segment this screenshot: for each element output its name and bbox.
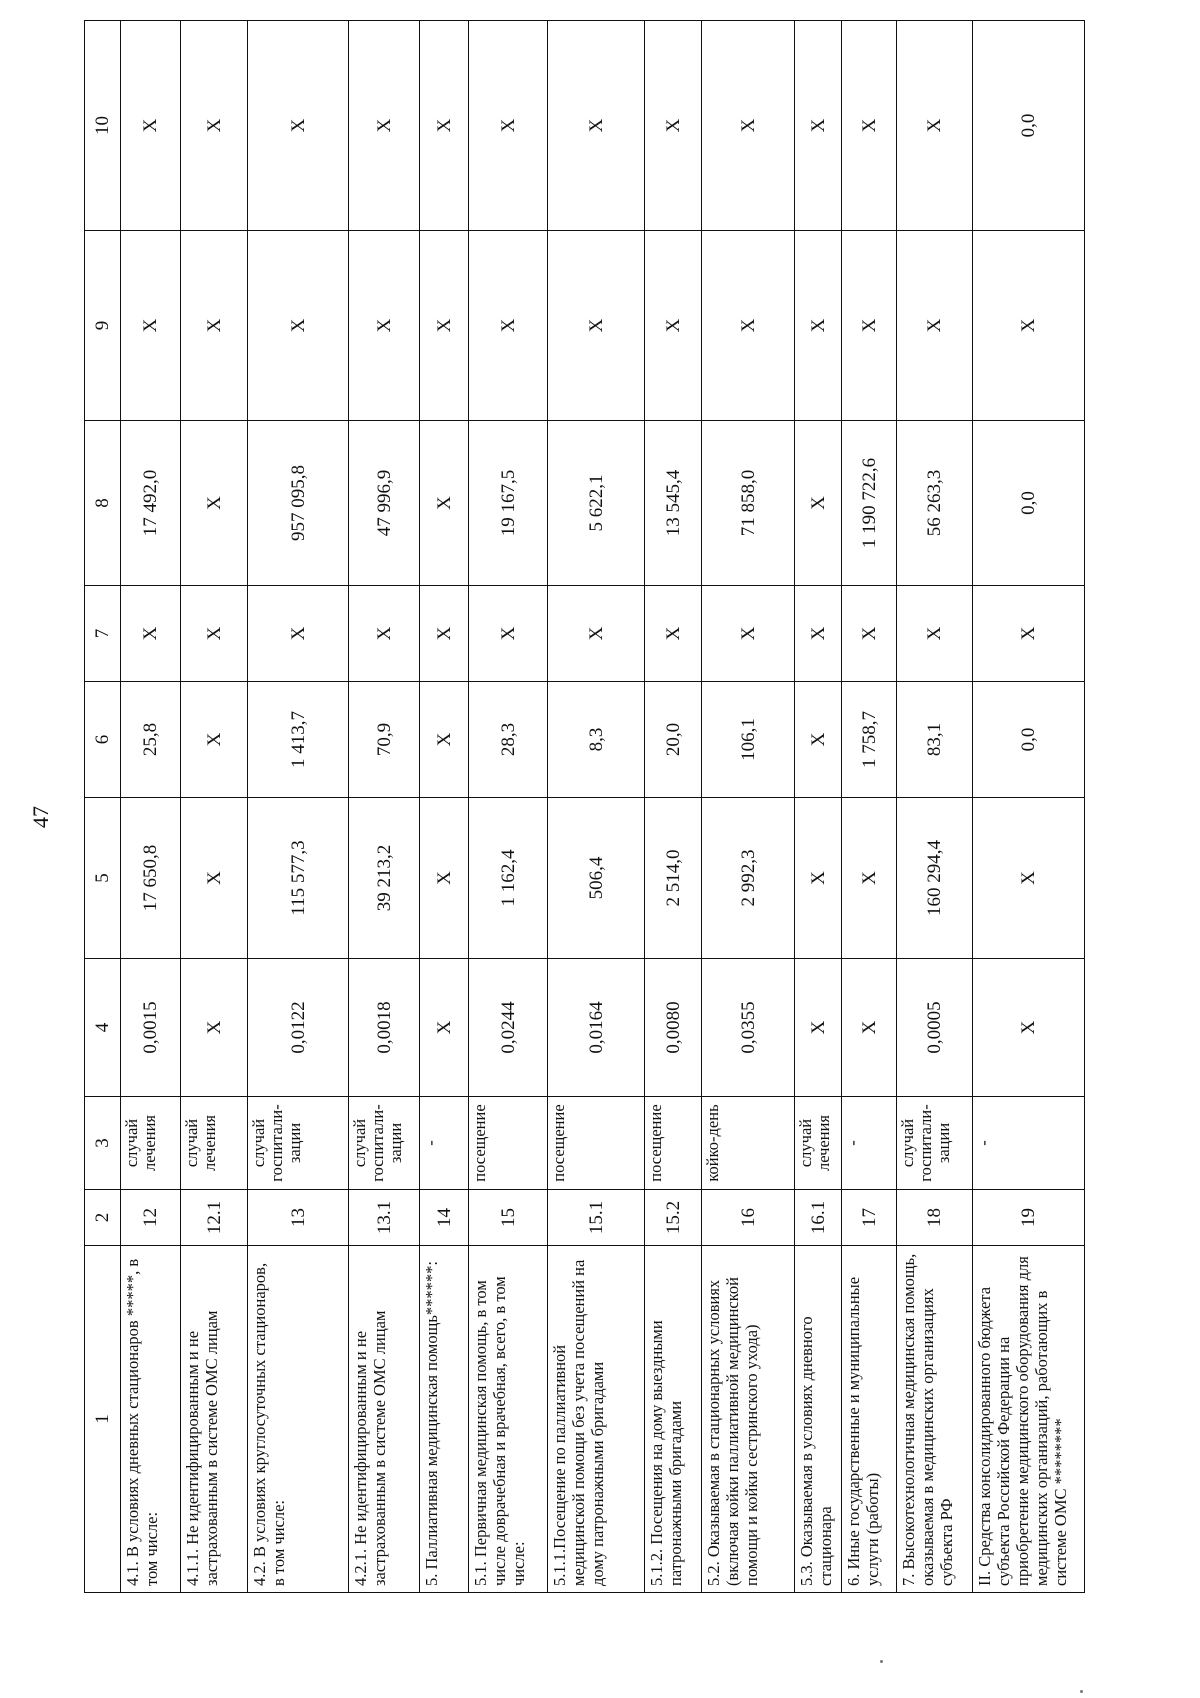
row-cell-8: 1 190 722,6 — [842, 421, 897, 586]
header-col-6: 6 — [85, 682, 121, 798]
row-cell-4: 0,0244 — [469, 959, 548, 1097]
row-unit: - — [973, 1097, 1085, 1190]
row-cell-5: 2 992,3 — [702, 798, 795, 959]
table-row — [897, 21, 973, 1593]
row-unit: посещение — [548, 1097, 645, 1190]
row-cell-7: Х — [181, 586, 248, 682]
row-name: 5.2. Оказываемая в стационарных условиях (включая койки паллиативной медицинской помощи и койки сестринского ухода) — [702, 1246, 795, 1593]
row-name: 7. Высокотехнологичная медицинская помощь, оказываемая в медицинских организациях субъекта РФ — [897, 1246, 973, 1593]
row-unit: посещение — [645, 1097, 702, 1190]
row-cell-9: Х — [469, 231, 548, 421]
row-code: 15.2 — [645, 1190, 702, 1246]
row-name: 6. Иные государственные и муниципальные услуги (работы) — [842, 1246, 897, 1593]
row-cell-8: 56 263,3 — [897, 421, 973, 586]
row-code: 14 — [420, 1190, 469, 1246]
row-cell-4: 0,0018 — [349, 959, 420, 1097]
row-cell-5: Х — [973, 798, 1085, 959]
table-row — [181, 21, 248, 1593]
row-cell-5: 17 650,8 — [121, 798, 181, 959]
row-cell-5: 506,4 — [548, 798, 645, 959]
row-cell-6: 8,3 — [548, 682, 645, 798]
row-cell-10: Х — [349, 21, 420, 231]
row-code: 16 — [702, 1190, 795, 1246]
table-row — [349, 21, 420, 1593]
row-cell-6: Х — [795, 682, 842, 798]
row-code: 15 — [469, 1190, 548, 1246]
table-row — [795, 21, 842, 1593]
row-cell-4: Х — [842, 959, 897, 1097]
row-cell-10: Х — [645, 21, 702, 231]
table-row — [842, 21, 897, 1593]
row-name: II. Средства консолидированного бюджета субъекта Российской Федерации на приобретение медицинского оборудования для медицинских организаций, работающих в системе ОМС ******** — [973, 1246, 1085, 1593]
header-row — [85, 21, 121, 1593]
row-cell-4: Х — [420, 959, 469, 1097]
row-code: 13.1 — [349, 1190, 420, 1246]
row-unit: случай лечения — [795, 1097, 842, 1190]
row-code: 15.1 — [548, 1190, 645, 1246]
row-cell-9: Х — [842, 231, 897, 421]
table-row — [645, 21, 702, 1593]
row-cell-10: Х — [795, 21, 842, 231]
row-cell-10: Х — [248, 21, 349, 231]
row-cell-5: Х — [842, 798, 897, 959]
row-cell-5: Х — [181, 798, 248, 959]
row-cell-10: Х — [469, 21, 548, 231]
row-unit: случай лечения — [121, 1097, 181, 1190]
header-col-4: 4 — [85, 959, 121, 1097]
row-cell-7: Х — [420, 586, 469, 682]
row-cell-6: 1 413,7 — [248, 682, 349, 798]
row-cell-7: Х — [349, 586, 420, 682]
row-cell-8: 19 167,5 — [469, 421, 548, 586]
row-cell-7: Х — [897, 586, 973, 682]
page-number: 47 — [28, 806, 53, 828]
row-unit: случай госпитали-зации — [248, 1097, 349, 1190]
row-cell-6: 0,0 — [973, 682, 1085, 798]
row-cell-5: 160 294,4 — [897, 798, 973, 959]
row-cell-10: Х — [548, 21, 645, 231]
row-cell-9: Х — [349, 231, 420, 421]
row-cell-7: Х — [702, 586, 795, 682]
row-cell-6: 20,0 — [645, 682, 702, 798]
row-code: 12 — [121, 1190, 181, 1246]
row-cell-10: Х — [702, 21, 795, 231]
table-row — [469, 21, 548, 1593]
row-cell-5: 1 162,4 — [469, 798, 548, 959]
rotated-table-container — [84, 21, 1116, 1593]
row-name: 5.1. Первичная медицинская помощь, в том числе доврачебная и врачебная, всего, в том числе: — [469, 1246, 548, 1593]
scan-speck — [1080, 1690, 1083, 1693]
row-cell-9: Х — [248, 231, 349, 421]
table-row — [420, 21, 469, 1593]
row-cell-8: Х — [420, 421, 469, 586]
row-cell-10: Х — [420, 21, 469, 231]
row-cell-6: 25,8 — [121, 682, 181, 798]
row-cell-8: Х — [181, 421, 248, 586]
row-cell-10: Х — [181, 21, 248, 231]
row-name: 4.1. В условиях дневных стационаров *****, в том числе: — [121, 1246, 181, 1593]
row-cell-5: Х — [420, 798, 469, 959]
row-cell-9: Х — [548, 231, 645, 421]
row-cell-7: Х — [645, 586, 702, 682]
row-code: 13 — [248, 1190, 349, 1246]
row-cell-6: 1 758,7 — [842, 682, 897, 798]
row-cell-9: Х — [795, 231, 842, 421]
table-row — [973, 21, 1085, 1593]
row-unit: - — [842, 1097, 897, 1190]
row-cell-6: Х — [181, 682, 248, 798]
row-cell-8: 71 858,0 — [702, 421, 795, 586]
row-cell-10: Х — [842, 21, 897, 231]
row-cell-8: Х — [795, 421, 842, 586]
row-cell-4: 0,0122 — [248, 959, 349, 1097]
row-cell-4: 0,0355 — [702, 959, 795, 1097]
row-cell-4: 0,0164 — [548, 959, 645, 1097]
row-name: 5.1.2. Посещения на дому выездными патронажными бригадами — [645, 1246, 702, 1593]
row-cell-9: Х — [420, 231, 469, 421]
header-col-9: 9 — [85, 231, 121, 421]
row-unit: - — [420, 1097, 469, 1190]
row-code: 16.1 — [795, 1190, 842, 1246]
header-col-3: 3 — [85, 1097, 121, 1190]
header-col-1: 1 — [85, 1246, 121, 1593]
table-row — [702, 21, 795, 1593]
row-cell-7: Х — [842, 586, 897, 682]
row-cell-7: Х — [469, 586, 548, 682]
row-cell-4: 0,0080 — [645, 959, 702, 1097]
header-col-8: 8 — [85, 421, 121, 586]
header-col-7: 7 — [85, 586, 121, 682]
row-cell-9: Х — [121, 231, 181, 421]
row-cell-7: Х — [248, 586, 349, 682]
row-cell-8: 957 095,8 — [248, 421, 349, 586]
header-col-10: 10 — [85, 21, 121, 231]
row-cell-4: 0,0015 — [121, 959, 181, 1097]
row-cell-10: 0,0 — [973, 21, 1085, 231]
row-cell-7: Х — [121, 586, 181, 682]
row-cell-8: 13 545,4 — [645, 421, 702, 586]
row-cell-6: 106,1 — [702, 682, 795, 798]
header-col-2: 2 — [85, 1190, 121, 1246]
row-cell-6: Х — [420, 682, 469, 798]
row-cell-5: 115 577,3 — [248, 798, 349, 959]
row-cell-5: 39 213,2 — [349, 798, 420, 959]
row-cell-4: Х — [181, 959, 248, 1097]
row-cell-5: Х — [795, 798, 842, 959]
row-cell-8: 47 996,9 — [349, 421, 420, 586]
table-row — [248, 21, 349, 1593]
row-name: 5. Паллиативная медицинская помощь******: — [420, 1246, 469, 1593]
row-name: 5.3. Оказываемая в условиях дневного стационара — [795, 1246, 842, 1593]
row-cell-5: 2 514,0 — [645, 798, 702, 959]
row-code: 17 — [842, 1190, 897, 1246]
row-unit: случай лечения — [181, 1097, 248, 1190]
row-unit: случай госпитали-зации — [349, 1097, 420, 1190]
row-name: 4.2.1. Не идентифицированным и не застрахованным в системе ОМС лицам — [349, 1246, 420, 1593]
row-unit: койко-день — [702, 1097, 795, 1190]
row-cell-10: Х — [897, 21, 973, 231]
row-cell-7: Х — [795, 586, 842, 682]
scan-speck — [880, 1660, 883, 1663]
row-cell-4: 0,0005 — [897, 959, 973, 1097]
row-cell-9: Х — [897, 231, 973, 421]
row-cell-6: 83,1 — [897, 682, 973, 798]
row-name: 4.2. В условиях круглосуточных стационаров, в том числе: — [248, 1246, 349, 1593]
row-cell-9: Х — [973, 231, 1085, 421]
row-code: 18 — [897, 1190, 973, 1246]
row-cell-4: Х — [973, 959, 1085, 1097]
row-code: 12.1 — [181, 1190, 248, 1246]
row-cell-8: 17 492,0 — [121, 421, 181, 586]
row-cell-6: 28,3 — [469, 682, 548, 798]
row-cell-4: Х — [795, 959, 842, 1097]
row-cell-9: Х — [181, 231, 248, 421]
row-unit: случай госпитали-зации — [897, 1097, 973, 1190]
row-code: 19 — [973, 1190, 1085, 1246]
table-row — [121, 21, 181, 1593]
row-cell-10: Х — [121, 21, 181, 231]
financing-table — [84, 20, 1085, 1593]
row-cell-9: Х — [645, 231, 702, 421]
row-unit: посещение — [469, 1097, 548, 1190]
table-row — [548, 21, 645, 1593]
header-col-5: 5 — [85, 798, 121, 959]
row-cell-9: Х — [702, 231, 795, 421]
row-cell-6: 70,9 — [349, 682, 420, 798]
row-cell-7: Х — [548, 586, 645, 682]
row-name: 4.1.1. Не идентифицированным и не застрахованным в системе ОМС лицам — [181, 1246, 248, 1593]
row-cell-8: 5 622,1 — [548, 421, 645, 586]
row-cell-7: Х — [973, 586, 1085, 682]
row-name: 5.1.1.Посещение по паллиативной медицинской помощи без учета посещений на дому патронажными бригадами — [548, 1246, 645, 1593]
row-cell-8: 0,0 — [973, 421, 1085, 586]
